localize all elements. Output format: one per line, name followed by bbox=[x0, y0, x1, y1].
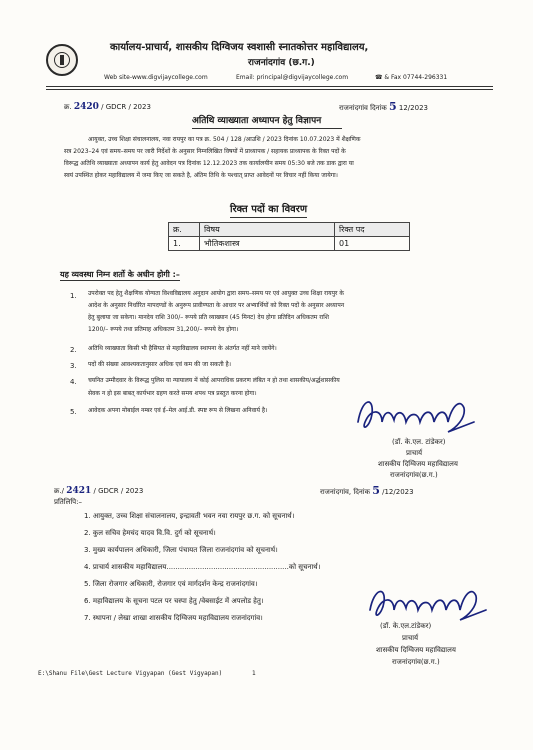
copy-item-4: 4. प्राचार्य शासकीय महाविद्यालय.......................................................को सूचनार्थ। bbox=[84, 563, 321, 571]
condition-4-line-1: चयनित उम्मीदवार के विरूद्ध पुलिस या न्यायालय में कोई आपराधिक प्रकरण लंबित न हो तथा शासकीय/अर्द्धशासकीय bbox=[88, 377, 340, 384]
signatory-1-name: (डॉ. के.एल. टांडेकर) bbox=[392, 438, 446, 446]
copy-item-6: 6. महाविद्यालय के सूचना पटल पर चस्पा हेतु /वेबसाईट में अपलोड हेतु। bbox=[84, 597, 264, 605]
office-title: कार्यालय-प्राचार्य, शासकीय दिग्विजय स्वशासी स्नातकोत्तर महाविद्यालय, bbox=[110, 42, 369, 53]
signatory-2-name: (डॉ. के.एल.टांडेकर) bbox=[380, 622, 432, 630]
vacancy-cell-sno: 1. bbox=[169, 237, 200, 251]
copy-item-5: 5. जिला रोजगार अधिकारी, रोजगार एवं मार्गदर्शन केन्द्र राजनांदगांव। bbox=[84, 580, 258, 588]
signature-1-icon bbox=[352, 392, 482, 438]
condition-3-number: 3. bbox=[70, 362, 77, 370]
table-row bbox=[169, 237, 410, 251]
ref2-prefix: क्र./ bbox=[54, 487, 64, 495]
office-city: राजनांदगांव (छ.ग.) bbox=[248, 58, 315, 68]
signatory-1-designation: प्राचार्य bbox=[406, 449, 423, 457]
ref-date bbox=[339, 100, 428, 114]
signatory-1-office: शासकीय दिग्विजय महाविद्यालय bbox=[378, 460, 458, 468]
condition-1-line-1: उपरोक्त पद हेतु शैक्षणिक योग्यता विश्वविद्यालय अनुदान आयोग द्वारा समय–समय पर एवं आयुक्त उच्च शिक्षा रायपुर के bbox=[88, 290, 345, 297]
ref-code: / GDCR / 2023 bbox=[101, 103, 151, 111]
ref-place-label: राजनांदगांव दिनांक bbox=[339, 104, 387, 112]
signature-2-icon bbox=[364, 582, 494, 624]
vacancy-header-posts: रिक्त पद bbox=[335, 223, 410, 237]
ref-month-year: 12/2023 bbox=[398, 104, 428, 112]
ref2-place-label: राजनांदगांव, दिनांक bbox=[320, 488, 370, 496]
website-text: Web site-www.digvijaycollege.com bbox=[104, 74, 208, 81]
footer-page-number: 1 bbox=[252, 670, 256, 677]
vacancy-table bbox=[168, 222, 410, 251]
condition-4-number: 4. bbox=[70, 378, 77, 386]
ref2-month-year: /12/2023 bbox=[382, 488, 414, 496]
phone-fax-text: ☎ & Fax 07744-296331 bbox=[375, 74, 448, 81]
ref2-code: / GDCR / 2023 bbox=[93, 487, 144, 495]
condition-3-line-1: पदों की संख्या आवश्यकतानुसार अधिक एवं कम की जा सकती है। bbox=[88, 361, 232, 368]
intro-line-2: सत्र 2023–24 एवं समय–समय पर जारी निर्देशों के अनुसार निम्नलिखित विषयों में प्राध्यापक / सहायक प्राध्यापक के रिक्त पदों के bbox=[64, 148, 346, 155]
condition-2-number: 2. bbox=[70, 346, 77, 354]
signatory-2-office: शासकीय दिग्विजय महाविद्यालय bbox=[376, 646, 456, 654]
ref2-date bbox=[320, 484, 414, 498]
reference2-line bbox=[54, 486, 143, 497]
heading-underline bbox=[192, 128, 342, 129]
copy-item-7: 7. स्थापना / लेखा शाखा शासकीय दिग्विजय महाविद्यालय राजनांदगांव। bbox=[84, 614, 263, 622]
college-seal-icon bbox=[46, 44, 78, 76]
condition-1-line-4: 1200/– रूपये तथा प्रतिमाह अधिकतम 31,200/– रूपये देय होगा। bbox=[88, 326, 239, 333]
email-text: Email: principal@digvijaycollege.com bbox=[236, 74, 349, 81]
header-rule-thin bbox=[46, 89, 493, 90]
condition-1-line-3: हेतु बुलाया जा सकेगा। मानदेय राशि 300/– रूपये प्रति व्याख्यान (45 मिनट) देय होगा प्रतिदिन अधिकतम राशि bbox=[88, 314, 329, 321]
condition-4-line-2: सेवक न हो इस बाबत् कार्यभार ग्रहण करते समय शपथ पत्र प्रस्तुत करना होगा। bbox=[88, 390, 257, 397]
copy-label: प्रतिलिपि:– bbox=[54, 498, 82, 506]
reference-line bbox=[64, 102, 151, 113]
vacancy-header-sno: क्र. bbox=[169, 223, 200, 237]
condition-5-number: 5. bbox=[70, 408, 77, 416]
ref-prefix: क्र. bbox=[64, 103, 72, 111]
vacancy-cell-posts: 01 bbox=[335, 237, 410, 251]
ref-number: 2420 bbox=[73, 102, 99, 112]
vacancy-title: रिक्त पदों का विवरण bbox=[230, 204, 307, 218]
vacancy-header-row bbox=[169, 223, 410, 237]
advertisement-heading: अतिथि व्याख्याता अध्यापन हेतु विज्ञापन bbox=[192, 116, 322, 126]
copy-item-2: 2. कुल सचिव हेमचंद यादव वि.वि. दुर्ग को सूचनार्थ। bbox=[84, 529, 216, 537]
vacancy-header-subject: विषय bbox=[200, 223, 335, 237]
intro-line-4: स्वयं उपस्थित होकर महाविद्यालय में जमा किए जा सकते है, अंतिम तिथि के पश्चात् प्राप्त आवेदनों पर विचार नहीं किया जायेगा। bbox=[64, 172, 338, 179]
ref2-number: 2421 bbox=[66, 486, 92, 496]
header-rule bbox=[46, 86, 493, 87]
ref-day: 5 bbox=[389, 100, 397, 113]
signatory-1-place: राजनांदगांव(छ.ग.) bbox=[390, 471, 438, 479]
copy-item-3: 3. मुख्य कार्यपालन अधिकारी, जिला पंचायत जिला राजनांदगांव को सूचनार्थ। bbox=[84, 546, 278, 554]
condition-2-line-1: अतिथि व्याख्याता किसी भी हैसियत से महाविद्यालय स्थापना के अंतर्गत नहीं माने जायेंगे। bbox=[88, 345, 277, 352]
condition-1-line-2: आदेश के अनुसार निर्धारित मापदण्डों के अनुरूप प्रावीण्यता के आधार पर अभ्यार्थियों को रिक्त पदों के अनुसार अध्यापन bbox=[88, 302, 345, 309]
condition-1-number: 1. bbox=[70, 292, 77, 300]
copy-item-1: 1. आयुक्त, उच्च शिक्षा संचालनालय, इन्द्रावती भवन नवा रायपुर छ.ग. को सूचनार्थ। bbox=[84, 512, 295, 520]
condition-5-line-1: आवेदक अपना मोबाईल नम्बर एवं ई–मेल आई.डी. स्पष्ट रूप से लिखना अनिवार्य है। bbox=[88, 407, 268, 414]
footer-file-path: E:\Shanu File\Gest Lecture Vigyapan (Gest Vigyapan) bbox=[38, 670, 223, 677]
vacancy-cell-subject: भौतिकशास्त्र bbox=[200, 237, 335, 251]
conditions-heading: यह व्यवस्था निम्न शर्तो के अधीन होगी :– bbox=[60, 270, 180, 279]
signatory-2-place: राजनांदगांव(छ.ग.) bbox=[392, 658, 440, 666]
ref2-day: 5 bbox=[372, 484, 380, 497]
signatory-2-designation: प्राचार्य bbox=[402, 634, 419, 642]
intro-line-1: आयुक्त, उच्च शिक्षा संचालनालय, नवा रायपुर का पत्र क्र. 504 / 128 /आउशि / 2023 दिनांक 10.07.2023 में शैक्षणिक bbox=[88, 136, 361, 143]
intro-line-3: विरूद्ध अतिथि व्याख्याता अध्यापन कार्य हेतु आवेदन पत्र दिनांक 12.12.2023 तक कार्यालयीन समय 05:30 बजे तक डाक द्वारा या bbox=[64, 160, 354, 167]
